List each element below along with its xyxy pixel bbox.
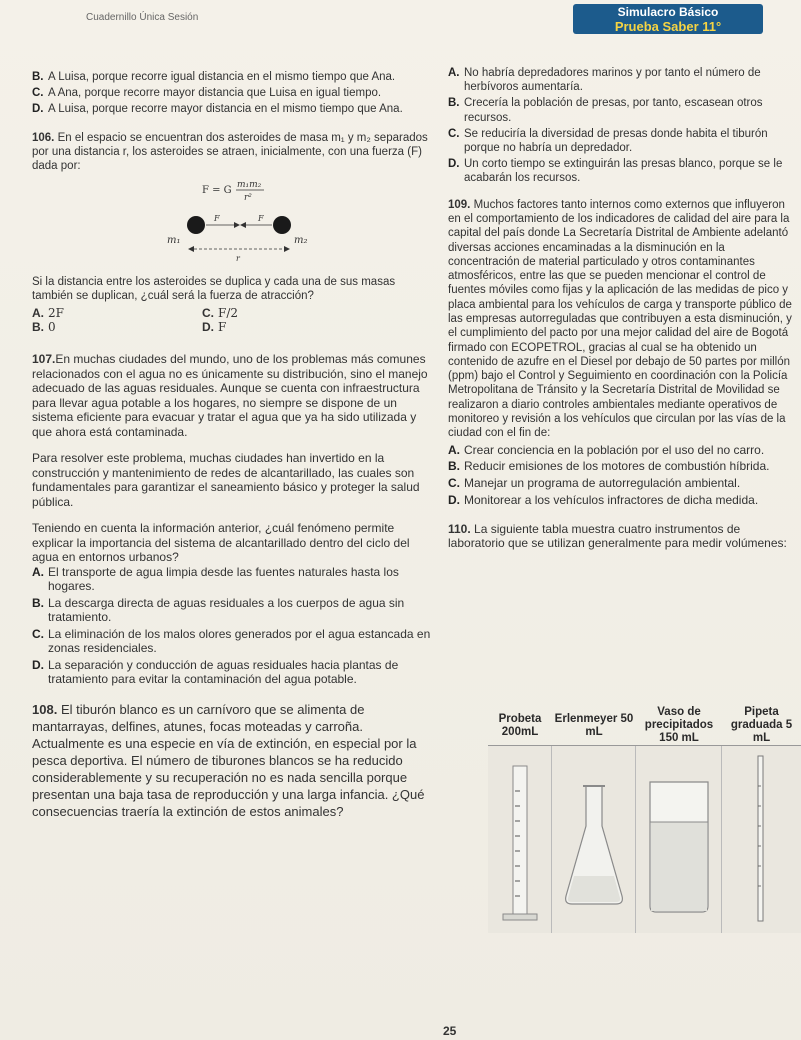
option-letter: A. [32,305,44,320]
option-c[interactable] [448,476,796,491]
option-letter: D. [202,319,214,334]
options-108 [448,66,796,186]
question-text: Si la distancia entre los asteroides se duplica y cada una de sus masas también se duplican, ¿cuál será la fuerza de atracción? [32,276,396,303]
erlenmeyer-cell [552,746,636,933]
question-109 [448,198,796,508]
booklet-label: Cuadernillo Única Sesión [86,12,199,23]
option-text: Reducir emisiones de los motores de combustión híbrida. [464,459,770,474]
option-text: Crear conciencia en la población por el uso del no carro. [464,442,765,457]
table-images-row [488,746,801,928]
option-text: Manejar un programa de autorregulación ambiental. [464,476,741,491]
question-text: La siguiente tabla muestra cuatro instrumentos de laboratorio que se utilizan generalmente para medir volúmenes: [448,521,787,551]
header [0,0,801,40]
option-letter: C. [448,127,460,140]
option-letter: B. [448,459,460,474]
option-letter: B. [32,319,44,334]
option-c[interactable] [448,127,796,155]
table-header [488,706,801,746]
erlenmeyer-flask-icon [552,746,636,928]
page-number: 25 [443,1024,457,1038]
probeta-cell [488,746,552,933]
gravity-diagram [32,177,432,269]
option-letter: A. [32,564,44,579]
question-paragraph-1: En muchas ciudades del mundo, uno de los problemas más comunes relacionados con el agua no es únicamente su distribución, sino el manejo adecuado de las aguas residuales. Aunque se cuenta con infraestructura para llevar agua potable a los hogares, no siempre se dispone de un sistema eficiente para evacuar y tratar el agua que ya ha sido utilizada y que ahora está contaminada. [32,352,428,439]
question-110 [448,522,796,551]
option-b[interactable] [32,70,432,84]
pipeta-cell [722,746,801,933]
option-d[interactable] [32,658,432,687]
question-number: 106. [32,131,55,144]
option-d[interactable] [448,493,796,508]
option-text: El transporte de agua limpia desde las fuentes naturales hasta los hogares. [48,564,399,594]
option-letter: A. [448,442,460,457]
header-pipeta: Pipeta graduada 5 mL [730,706,793,744]
vaso-cell [636,746,722,933]
option-text: La eliminación de los malos olores generados por el agua estancada en zonas residenciales. [48,626,431,656]
left-column [32,70,432,820]
option-letter: C. [202,305,214,320]
option-text: Monitorear a los vehículos infractores de dicha medida. [464,493,759,508]
option-text: Un corto tiempo se extinguirán las presas blanco, porque se le acabarán los recursos. [464,158,783,185]
question-text: Teniendo en cuenta la información anterior, ¿cuál fenómeno permite explicar la importancia del sistema de alcantarillado dentro del ciclo del agua en entornos urbanos? [32,521,410,565]
instruments-table [488,706,801,928]
option-letter: A. [448,67,460,79]
option-letter: D. [448,493,460,508]
option-a[interactable] [32,306,182,320]
svg-text:m₁m₂: m₁m₂ [237,180,262,191]
question-text: Muchos factores tanto internos como externos que influyeron en el comportamiento de los indicadores de calidad del aire para la capital del país donde La Secretaría Distrital de Ambiente adelantó diversas acciones encaminadas a la disminución en la concentración de material particulado y otros contaminantes atmosféricos, entre las que se pueden mencionar el control de fuentes móviles como fijas y la aplicación de las medidas de pico y placa ambiental para los vehículos de carga y transporte público de las empresas autorreguladas que contribuyen a esta disminución, y el cumplimiento del pacto por una mejor calidad del aire de Bogotá firmado con ECOPETROL, gracias al cual se ha obtenido un contenido de azufre en el Diesel por debajo de 50 partes por millón (ppm) bajo el Control y Seguimiento en coordinación con la Policía Metropolitana de Tránsito y la Secretaría Distrital de Movilidad se realizaron a diario controles ambientales mediante operativos de monitoreo y revisión a los vehículos que circulan por las vías de la ciudad con el fin de: [448,198,792,440]
option-b[interactable] [32,320,182,334]
option-text: F [218,319,227,334]
option-letter: B. [448,97,460,110]
label-f-right: F [258,214,264,224]
option-d[interactable] [32,102,432,116]
option-d[interactable] [202,320,352,334]
exam-title-badge [573,4,763,34]
question-intro: En el espacio se encuentran dos asteroides de masa m₁ y m₂ separados por una distancia r, los asteroides se atraen, inicialmente, con una fuerza (F) dada por: [32,131,428,173]
option-letter: C. [32,626,44,641]
option-text: Se reduciría la diversidad de presas donde habita el tiburón porque no habría un depredador. [464,127,768,155]
option-c[interactable] [202,306,352,320]
header-probeta: Probeta 200mL [498,712,542,738]
question-107 [32,352,432,687]
right-column [448,66,796,551]
option-text: F/2 [218,305,239,320]
formula: F = G [202,185,232,197]
question-text: El tiburón blanco es un carnívoro que se alimenta de mantarrayas, delfines, atunes, focas moteadas y carroña. Actualmente es una especie en vía de extinción, en especial por la pesca deportiva. El número de tiburones blancos se ha reducido considerablemente y su recuperación no es nada sencilla porque presentan una baja tasa de reproducción y una larga infancia. ¿Qué consecuencias traería la extinción de estos animales? [32,701,425,819]
option-text: La descarga directa de aguas residuales a los cuerpos de agua sin tratamiento. [48,595,405,625]
option-b[interactable] [448,96,796,124]
question-108 [32,701,432,820]
option-d[interactable] [448,157,796,185]
header-vaso: Vaso de precipitados 150 mL [644,706,714,744]
exam-title: Simulacro Básico [617,5,719,19]
option-text: 2F [48,305,64,320]
asteroids-diagram [32,177,432,269]
option-letter: C. [448,476,460,491]
option-letter: D. [32,657,44,672]
svg-text:r²: r² [244,193,252,204]
label-m1: m₁ [167,235,181,247]
label-f-left: F [214,214,220,224]
graduated-pipette-icon [722,746,801,928]
option-a[interactable] [448,443,796,458]
question-number: 109. [448,198,471,211]
exam-subtitle: Prueba Saber 11° [614,19,722,34]
options-106 [32,306,432,334]
option-text: A Luisa, porque recorre mayor distancia en el mismo tiempo que Ana. [48,103,403,116]
question-number: 108. [32,701,58,717]
graduated-cylinder-icon [488,746,552,928]
beaker-icon [636,746,722,928]
header-erlenmeyer: Erlenmeyer 50 mL [554,712,634,738]
option-text: La separación y conducción de aguas residuales hacia plantas de tratamiento para evitar la contaminación del agua potable. [48,657,399,687]
options-109 [448,443,796,508]
option-letter: C. [32,87,44,100]
option-text: Crecería la población de presas, por tanto, escasean otros recursos. [464,97,763,124]
asteroid-m1 [187,216,205,234]
prev-question-options [32,70,432,117]
asteroid-m2 [273,216,291,234]
option-c[interactable] [32,86,432,100]
label-m2: m₂ [294,235,308,247]
option-letter: B. [32,71,44,83]
question-number: 107. [32,352,56,367]
option-c[interactable] [32,627,432,656]
option-a[interactable] [32,565,432,594]
label-r: r [236,254,240,264]
question-paragraph-2: Para resolver este problema, muchas ciudades han invertido en la construcción y mantenimiento de redes de alcantarillado, las cuales son fundamentales para garantizar el saneamiento básico y proteger la salud pública. [32,451,420,509]
option-text: No habría depredadores marinos y por tanto el número de herbívoros aumentaría. [464,67,761,94]
option-text: A Ana, porque recorre mayor distancia que Luisa en igual tiempo. [48,87,382,100]
option-letter: D. [32,103,44,116]
option-text: A Luisa, porque recorre igual distancia en el mismo tiempo que Ana. [48,71,396,83]
option-letter: B. [32,595,44,610]
option-text: 0 [48,319,56,334]
option-letter: D. [448,158,460,171]
option-a[interactable] [448,66,796,94]
option-b[interactable] [32,596,432,625]
question-number: 110. [448,521,471,536]
option-b[interactable] [448,459,796,474]
options-107 [32,565,432,687]
question-106 [32,131,432,334]
